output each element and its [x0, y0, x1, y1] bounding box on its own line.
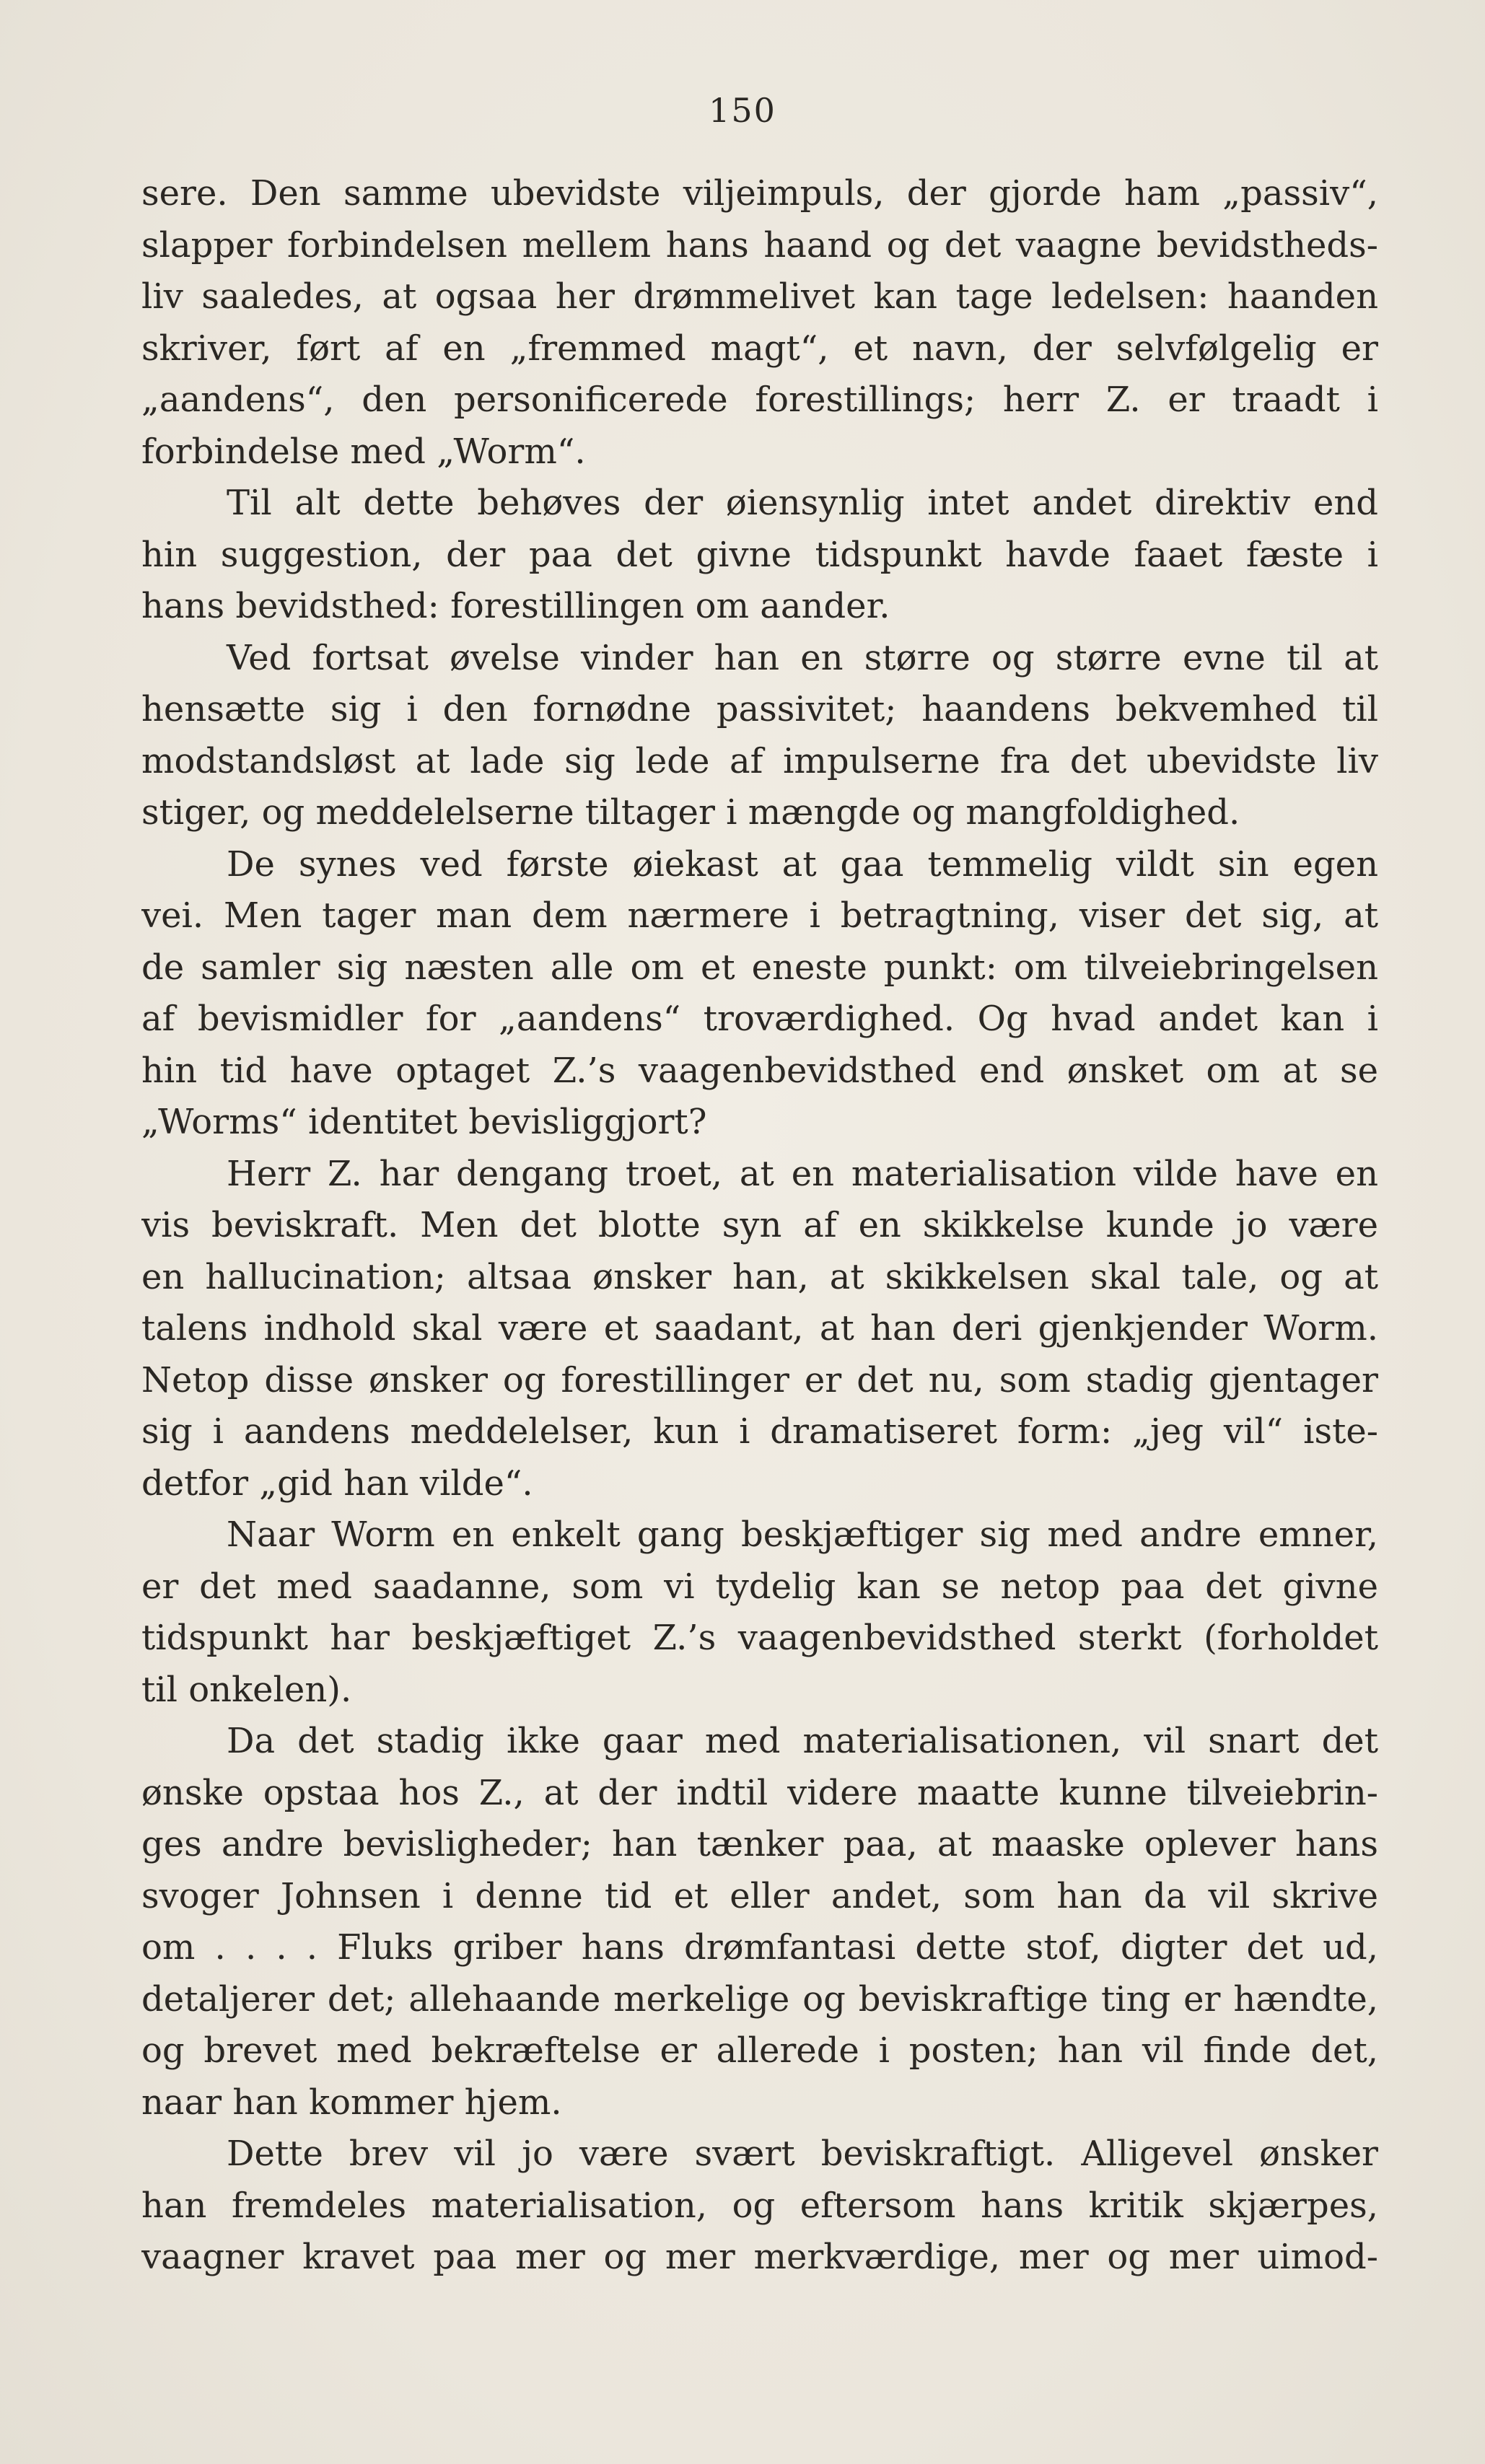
text-line: Naar Worm en enkelt gang beskjæftiger sig med andre emner,	[227, 1514, 1378, 1555]
text-line: tidspunkt har beskjæftiget Z.’s vaagenbevidsthed sterkt (forholdet	[141, 1618, 1378, 1658]
text-line: hans bevidsthed: forestillingen om aander.	[141, 586, 890, 626]
body-text	[141, 168, 1378, 2284]
text-line: liv saaledes, at ogsaa her drømmelivet kan tage ledelsen: haanden	[141, 276, 1378, 317]
text-line: svoger Johnsen i denne tid et eller andet, som han da vil skrive	[141, 1875, 1378, 1916]
text-line: stiger, og meddelelserne tiltager i mængde og mangfoldighed.	[141, 792, 1240, 833]
text-line: de samler sig næsten alle om et eneste punkt: om tilveiebringelsen	[141, 947, 1378, 988]
text-line: detaljerer det; allehaande merkelige og beviskraftige ting er hændte,	[141, 1978, 1378, 2020]
text-line: om . . . . Fluks griber hans drømfantasi dette stof, digter det ud,	[141, 1927, 1378, 1968]
text-line: er det med saadanne, som vi tydelig kan se netop paa det givne	[141, 1566, 1378, 1607]
text-line: sig i aandens meddelelser, kun i dramatiseret form: „jeg vil“ iste-	[141, 1411, 1378, 1452]
text-line: modstandsløst at lade sig lede af impulserne fra det ubevidste liv	[141, 740, 1378, 781]
text-line: Da det stadig ikke gaar med materialisationen, vil snart det	[227, 1721, 1378, 1761]
text-line: til onkelen).	[141, 1669, 352, 1710]
text-line: forbindelse med „Worm“.	[141, 431, 586, 472]
text-line: slapper forbindelsen mellem hans haand og det vaagne bevidstheds-	[141, 224, 1378, 266]
text-line: sere. Den samme ubevidste viljeimpuls, der gjorde ham „passiv“,	[141, 173, 1378, 214]
text-line: talens indhold skal være et saadant, at han deri gjenkjender Worm.	[141, 1308, 1378, 1349]
text-line: „Worms“ identitet bevisliggjort?	[141, 1102, 707, 1142]
text-line: vei. Men tager man dem nærmere i betragtning, viser det sig, at	[141, 895, 1378, 936]
text-line: hin tid have optaget Z.’s vaagenbevidsthed end ønsket om at se	[141, 1050, 1378, 1091]
text-line: naar han kommer hjem.	[141, 2082, 562, 2123]
text-line: ønske opstaa hos Z., at der indtil videre maatte kunne tilveiebrin-	[141, 1772, 1378, 1813]
text-line: Dette brev vil jo være svært beviskraftigt. Alligevel ønsker	[227, 2134, 1378, 2174]
text-line: ges andre bevisligheder; han tænker paa, at maaske oplever hans	[141, 1824, 1378, 1864]
text-line: Herr Z. har dengang troet, at en materialisation vilde have en	[227, 1153, 1378, 1194]
text-line: en hallucination; altsaa ønsker han, at skikkelsen skal tale, og at	[141, 1256, 1378, 1297]
text-line: han fremdeles materialisation, og eftersom hans kritik skjærpes,	[141, 2185, 1378, 2226]
text-line: detfor „gid han vilde“.	[141, 1463, 533, 1504]
text-line: og brevet med bekræftelse er allerede i posten; han vil finde det,	[141, 2030, 1378, 2071]
page-number: 150	[709, 91, 776, 130]
text-line: „aandens“, den personificerede forestillings; herr Z. er traadt i	[141, 380, 1378, 420]
text-line: vis beviskraft. Men det blotte syn af en skikkelse kunde jo være	[141, 1205, 1378, 1245]
text-line: Netop disse ønsker og forestillinger er det nu, som stadig gjentager	[141, 1359, 1378, 1400]
text-line: hensætte sig i den fornødne passivitet; haandens bekvemhed til	[141, 689, 1378, 729]
text-line: skriver, ført af en „fremmed magt“, et navn, der selvfølgelig er	[141, 328, 1378, 369]
text-line: af bevismidler for „aandens“ troværdighed. Og hvad andet kan i	[141, 999, 1378, 1039]
text-line: vaagner kravet paa mer og mer merkværdige, mer og mer uimod-	[141, 2237, 1378, 2277]
text-line: De synes ved første øiekast at gaa temmelig vildt sin egen	[227, 843, 1378, 885]
text-line: hin suggestion, der paa det givne tidspunkt havde faaet fæste i	[141, 534, 1378, 575]
text-line: Ved fortsat øvelse vinder han en større og større evne til at	[227, 637, 1378, 678]
text-line: Til alt dette behøves der øiensynlig intet andet direktiv end	[227, 483, 1378, 523]
